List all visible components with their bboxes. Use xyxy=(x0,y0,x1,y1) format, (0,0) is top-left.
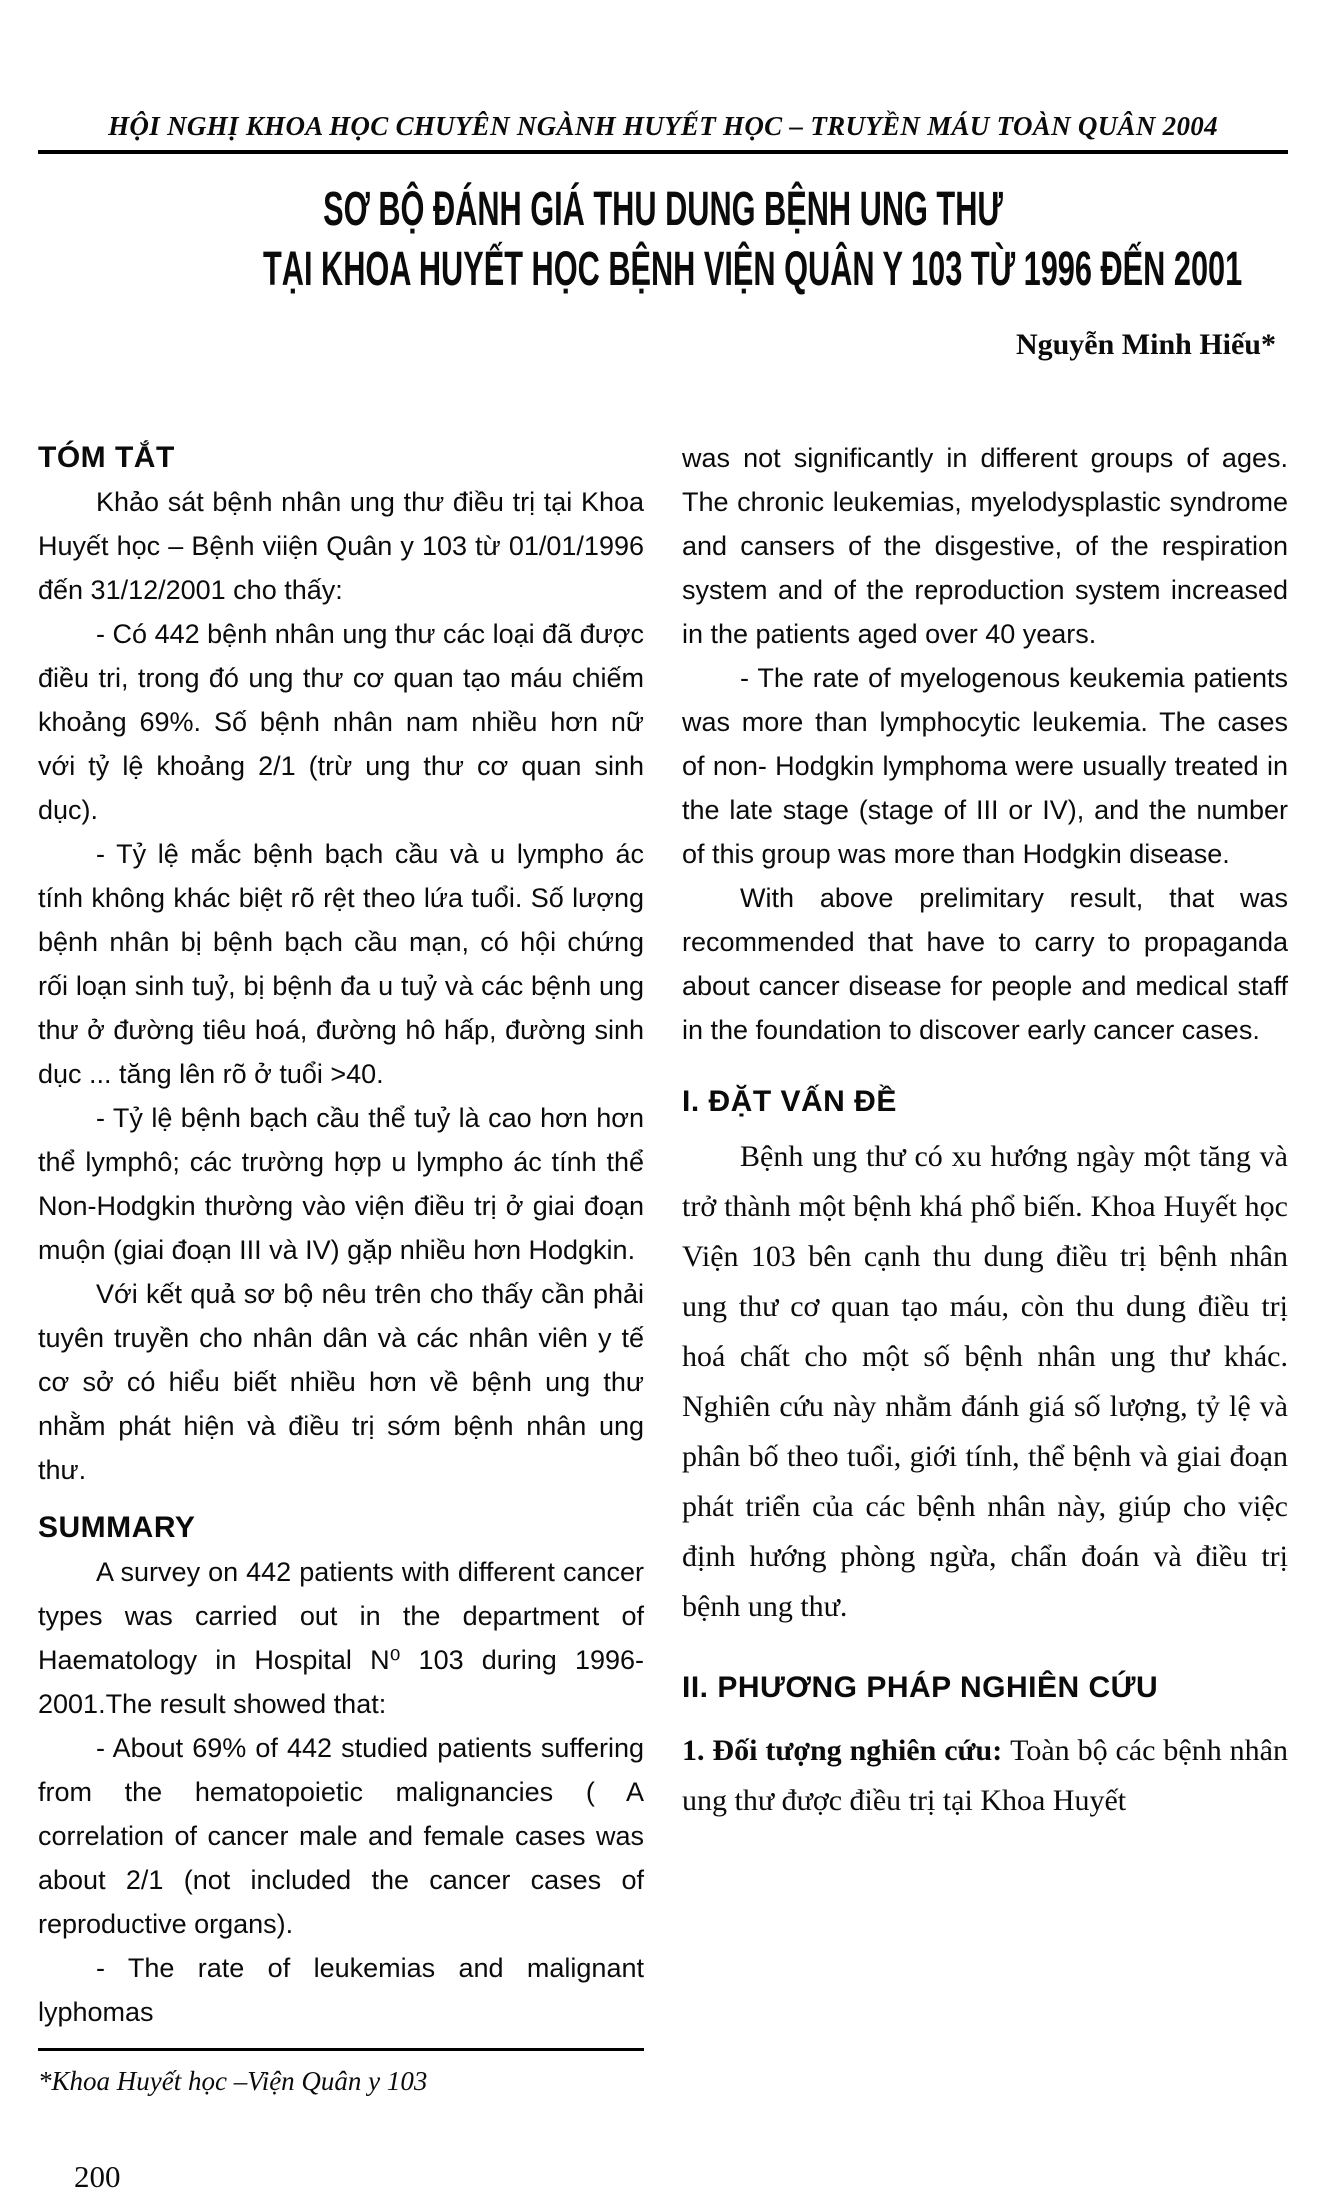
abstract-paragraph: - Tỷ lệ bệnh bạch cầu thể tuỷ là cao hơn hơn thể lymphô; các trường hợp u lympho ác tính thể Non-Hodgkin thường vào viện điều trị ở giai đoạn muộn (giai đoạn III và IV) gặp nhiều hơn Hodgkin. xyxy=(38,1103,644,1265)
section-1-paragraph: Bệnh ung thư có xu hướng ngày một tăng và trở thành một bệnh khá phổ biến. Khoa Huyết học Viện 103 bên cạnh thu dung điều trị bệnh nhân ung thư cơ quan tạo máu, còn thu dung điều trị hoá chất cho một số bệnh nhân ung thư khác. Nghiên cứu này nhằm đánh giá số lượng, tỷ lệ và phân bố theo tuổi, giới tính, thể bệnh và giai đoạn phát triển của các bệnh nhân này, giúp cho việc định hướng phòng ngừa, chẩn đoán và điều trị bệnh ung thư. xyxy=(682,1140,1288,1623)
header-rule xyxy=(38,150,1288,154)
paper-title-line-2: TẠI KHOA HUYẾT HỌC BỆNH VIỆN QUÂN Y 103 TỪ 1996 ĐẾN 2001 xyxy=(263,243,1243,296)
left-column xyxy=(38,436,644,2101)
summary-continued-paragraph: With above prelimitary result, that was recommended that have to carry to propaganda about cancer disease for people and medical staff in the foundation to discover early cancer cases. xyxy=(682,883,1288,1045)
paper-title-line-1: SƠ BỘ ĐÁNH GIÁ THU DUNG BỆNH UNG THƯ xyxy=(323,183,1003,236)
summary-paragraph: A survey on 442 patients with different cancer types was carried out in the department of Haematology in Hospital N⁰ 103 during 1996-2001.The result showed that: xyxy=(38,1557,644,1719)
abstract-paragraph: - Có 442 bệnh nhân ung thư các loại đã được điều tri, trong đó ung thư cơ quan tạo máu chiếm khoảng 69%. Số bệnh nhân nam nhiều hơn nữ với tỷ lệ khoảng 2/1 (trừ ung thư cơ quan sinh dục). xyxy=(38,619,644,825)
summary-continued-paragraph: was not significantly in different groups of ages. The chronic leukemias, myelodysplastic syndrome and cansers of the disgestive, of the respiration system and of the reproduction system increased in the patients aged over 40 years. xyxy=(682,443,1288,649)
author-name: Nguyễn Minh Hiếu* xyxy=(1015,328,1276,361)
abstract-heading-vi: TÓM TẮT xyxy=(38,441,175,474)
footnote-text: *Khoa Huyết học –Viện Quân y 103 xyxy=(38,2066,428,2096)
abstract-paragraph: Khảo sát bệnh nhân ung thư điều trị tại Khoa Huyết học – Bệnh viiện Quân y 103 từ 01/01/1996 đến 31/12/2001 cho thấy: xyxy=(38,487,644,605)
summary-paragraph: - About 69% of 442 studied patients suffering from the hematopoietic malignancies ( A correlation of cancer male and female cases was about 2/1 (not included the cancer cases of reproductive organs). xyxy=(38,1733,644,1939)
summary-continued-paragraph: - The rate of myelogenous keukemia patients was more than lymphocytic leukemia. The cases of non- Hodgkin lymphoma were usually treated in the late stage (stage of III or IV), and the number of this group was more than Hodgkin disease. xyxy=(682,663,1288,869)
two-column-body xyxy=(38,436,1288,2101)
page-number: 200 xyxy=(74,2159,121,2194)
section-2-text: Toàn bộ các bệnh nhân ung thư được điều trị tại Khoa Huyết xyxy=(682,1734,1288,1817)
abstract-paragraph: Với kết quả sơ bộ nêu trên cho thấy cần phải tuyên truyền cho nhân dân và các nhân viên y tế cơ sở có hiểu biết nhiều hơn về bệnh ung thư nhằm phát hiện và điều trị sớm bệnh nhân ung thư. xyxy=(38,1279,644,1485)
paper-title xyxy=(38,180,1288,300)
section-2-heading: II. PHƯƠNG PHÁP NGHIÊN CỨU xyxy=(682,1671,1159,1704)
abstract-paragraph: - Tỷ lệ mắc bệnh bạch cầu và u lympho ác tính không khác biệt rõ rệt theo lứa tuổi. Số lượng bệnh nhân bị bệnh bạch cầu mạn, có hội chứng rối loạn sinh tuỷ, bị bệnh đa u tuỷ và các bệnh ung thư ở đường tiêu hoá, đường hô hấp, đường sinh dục ... tăng lên rõ ở tuổi >40. xyxy=(38,839,644,1089)
summary-heading-en: SUMMARY xyxy=(38,1511,196,1544)
section-2-paragraph xyxy=(682,1726,1288,1826)
section-1-heading: I. ĐẶT VẤN ĐỀ xyxy=(682,1085,897,1118)
right-column xyxy=(682,436,1288,1826)
summary-paragraph: - The rate of leukemias and malignant lyphomas xyxy=(38,1953,644,2027)
running-header: HỘI NGHỊ KHOA HỌC CHUYÊN NGÀNH HUYẾT HỌC – TRUYỀN MÁU TOÀN QUÂN 2004 xyxy=(108,111,1218,141)
section-2-subheading: 1. Đối tượng nghiên cứu: xyxy=(682,1734,1011,1767)
footnote xyxy=(38,2048,644,2101)
